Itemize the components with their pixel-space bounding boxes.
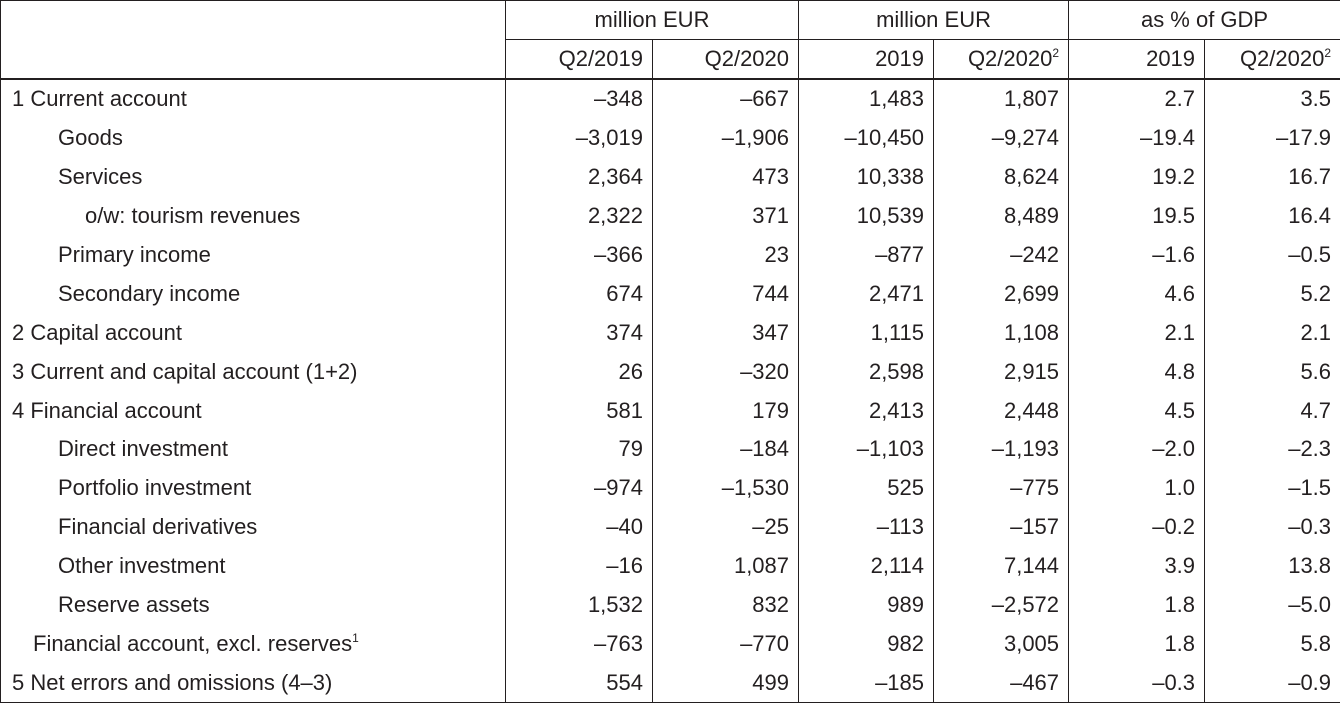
table-cell: 3.9 <box>1069 547 1205 586</box>
table-cell: 2,598 <box>799 352 934 391</box>
table-cell: 7,144 <box>934 547 1069 586</box>
table-cell: –1.6 <box>1069 236 1205 275</box>
table-cell: –0.5 <box>1205 236 1340 275</box>
group-header-million-eur-annual: million EUR <box>799 1 1069 40</box>
table-cell: 13.8 <box>1205 547 1340 586</box>
table-cell: 4.6 <box>1069 274 1205 313</box>
column-header <box>799 40 934 80</box>
table-cell: –184 <box>653 430 799 469</box>
table-cell: 1.8 <box>1069 586 1205 625</box>
table-cell: –113 <box>799 508 934 547</box>
column-header <box>506 40 653 80</box>
table-cell: 4.5 <box>1069 391 1205 430</box>
column-header <box>1069 40 1205 80</box>
table-cell: –0.3 <box>1069 663 1205 703</box>
table-row <box>1 469 1340 508</box>
table-cell: 1,532 <box>506 586 653 625</box>
table-row <box>1 313 1340 352</box>
group-header-percent-gdp: as % of GDP <box>1069 1 1340 40</box>
table-cell: 1,115 <box>799 313 934 352</box>
table-cell: –19.4 <box>1069 119 1205 158</box>
header-corner-lower <box>1 40 506 80</box>
column-header <box>653 40 799 80</box>
column-header-footnote: 2 <box>1324 46 1332 60</box>
table-cell: 3.5 <box>1205 79 1340 119</box>
table-cell: 499 <box>653 663 799 703</box>
row-label-text: 3 Current and capital account (1+2) <box>12 358 358 384</box>
column-header <box>1205 40 1340 80</box>
table-cell: –185 <box>799 663 934 703</box>
table-cell: –348 <box>506 79 653 119</box>
row-label <box>1 79 506 119</box>
row-label-text: Primary income <box>58 242 211 267</box>
table-cell: 19.5 <box>1069 197 1205 236</box>
table-cell: 5.2 <box>1205 274 1340 313</box>
table-cell: 2.1 <box>1205 313 1340 352</box>
table-cell: 16.7 <box>1205 158 1340 197</box>
table-cell: 10,539 <box>799 197 934 236</box>
table-cell: –0.3 <box>1205 508 1340 547</box>
table-cell: 581 <box>506 391 653 430</box>
row-label <box>1 197 506 236</box>
table-cell: –763 <box>506 624 653 663</box>
table-cell: –1,906 <box>653 119 799 158</box>
table-cell: –25 <box>653 508 799 547</box>
column-header-label: Q2/2020 <box>967 46 1053 71</box>
table-row <box>1 508 1340 547</box>
table-row <box>1 236 1340 275</box>
table-cell: 744 <box>653 274 799 313</box>
row-label-text: Financial account, excl. reserves <box>33 630 353 656</box>
table-cell: 4.8 <box>1069 352 1205 391</box>
table-cell: 3,005 <box>934 624 1069 663</box>
table-cell: 2,699 <box>934 274 1069 313</box>
row-label <box>1 508 506 547</box>
table-cell: 473 <box>653 158 799 197</box>
table-cell: –775 <box>934 469 1069 508</box>
table-cell: 16.4 <box>1205 197 1340 236</box>
row-label <box>1 236 506 275</box>
table-cell: –0.9 <box>1205 663 1340 703</box>
table-cell: –0.2 <box>1069 508 1205 547</box>
row-label <box>1 663 506 703</box>
row-label-text: Secondary income <box>58 280 241 306</box>
row-label-text: 1 Current account <box>12 86 187 112</box>
table-row <box>1 391 1340 430</box>
table-row <box>1 624 1340 663</box>
table-cell: 2,413 <box>799 391 934 430</box>
header-group-row <box>1 1 1340 40</box>
table-cell: 23 <box>653 236 799 275</box>
row-label-text: 4 Financial account <box>12 397 202 423</box>
table-cell: 832 <box>653 586 799 625</box>
table-cell: 2,915 <box>934 352 1069 391</box>
column-header-label: 2019 <box>875 46 925 71</box>
row-label <box>1 547 506 586</box>
row-label-text: Other investment <box>58 553 226 579</box>
column-header-label: Q2/2020 <box>704 46 790 71</box>
table-cell: 2.7 <box>1069 79 1205 119</box>
row-label <box>1 624 506 663</box>
table-cell: –1.5 <box>1205 469 1340 508</box>
table-cell: 2,322 <box>506 197 653 236</box>
table-row <box>1 119 1340 158</box>
row-label-text: Goods <box>58 125 123 151</box>
table-cell: 347 <box>653 313 799 352</box>
column-header-footnote: 2 <box>1052 46 1060 60</box>
table-cell: –974 <box>506 469 653 508</box>
table-cell: 79 <box>506 430 653 469</box>
row-label-text: 5 Net errors and omissions (4–3) <box>12 669 333 695</box>
table-cell: –157 <box>934 508 1069 547</box>
table-cell: 2,448 <box>934 391 1069 430</box>
table-cell: 1.0 <box>1069 469 1205 508</box>
table-cell: –2.0 <box>1069 430 1205 469</box>
row-label <box>1 119 506 158</box>
table-row <box>1 352 1340 391</box>
table-cell: –2.3 <box>1205 430 1340 469</box>
table-cell: 19.2 <box>1069 158 1205 197</box>
table-cell: 5.8 <box>1205 624 1340 663</box>
row-label-text: Financial derivatives <box>58 514 258 540</box>
table-cell: 554 <box>506 663 653 703</box>
table-cell: –667 <box>653 79 799 119</box>
table-row <box>1 79 1340 119</box>
row-label-text: Direct investment <box>58 436 228 462</box>
row-label <box>1 430 506 469</box>
row-label <box>1 158 506 197</box>
row-label <box>1 469 506 508</box>
table-cell: –16 <box>506 547 653 586</box>
row-label-text: Portfolio investment <box>58 475 252 501</box>
row-label <box>1 352 506 391</box>
table-cell: 2,364 <box>506 158 653 197</box>
table-row <box>1 158 1340 197</box>
table-cell: –467 <box>934 663 1069 703</box>
table-cell: 179 <box>653 391 799 430</box>
row-label-footnote: 1 <box>352 630 359 645</box>
table-cell: –320 <box>653 352 799 391</box>
column-header-label: Q2/2020 <box>1239 46 1325 71</box>
column-header <box>934 40 1069 80</box>
table-cell: –40 <box>506 508 653 547</box>
column-header-label: 2019 <box>1146 46 1196 71</box>
row-label <box>1 313 506 352</box>
table-cell: 1,483 <box>799 79 934 119</box>
table-cell: 2,114 <box>799 547 934 586</box>
table-cell: –17.9 <box>1205 119 1340 158</box>
table-cell: 525 <box>799 469 934 508</box>
table-cell: –1,103 <box>799 430 934 469</box>
table-cell: 8,624 <box>934 158 1069 197</box>
table-row <box>1 274 1340 313</box>
table-cell: 1,807 <box>934 79 1069 119</box>
table-cell: 989 <box>799 586 934 625</box>
table-cell: 1,108 <box>934 313 1069 352</box>
table-body <box>1 79 1340 703</box>
table-cell: –10,450 <box>799 119 934 158</box>
row-label-text: Services <box>58 164 143 190</box>
table-cell: 1,087 <box>653 547 799 586</box>
column-header-label: Q2/2019 <box>558 46 643 71</box>
row-label-text: Reserve assets <box>58 592 210 618</box>
table-cell: 26 <box>506 352 653 391</box>
table-cell: 5.6 <box>1205 352 1340 391</box>
table-row <box>1 197 1340 236</box>
table-row <box>1 430 1340 469</box>
row-label-text: o/w: tourism revenues <box>85 203 301 229</box>
table-cell: 371 <box>653 197 799 236</box>
table-cell: 982 <box>799 624 934 663</box>
table-cell: –9,274 <box>934 119 1069 158</box>
table-cell: 1.8 <box>1069 624 1205 663</box>
table-row <box>1 586 1340 625</box>
header-corner <box>1 1 506 40</box>
table-cell: –366 <box>506 236 653 275</box>
row-label <box>1 274 506 313</box>
table-cell: –3,019 <box>506 119 653 158</box>
table-cell: 2.1 <box>1069 313 1205 352</box>
table-cell: 374 <box>506 313 653 352</box>
table-row <box>1 547 1340 586</box>
table-cell: –1,193 <box>934 430 1069 469</box>
table-cell: 8,489 <box>934 197 1069 236</box>
table-cell: –877 <box>799 236 934 275</box>
row-label <box>1 391 506 430</box>
group-header-million-eur-quarterly: million EUR <box>506 1 799 40</box>
row-label-text: 2 Capital account <box>12 319 182 345</box>
table-cell: 674 <box>506 274 653 313</box>
table-cell: –5.0 <box>1205 586 1340 625</box>
table-cell: 4.7 <box>1205 391 1340 430</box>
table-row <box>1 663 1340 703</box>
header-column-row <box>1 40 1340 80</box>
table-cell: –770 <box>653 624 799 663</box>
table-cell: 2,471 <box>799 274 934 313</box>
table-cell: –2,572 <box>934 586 1069 625</box>
table-cell: –242 <box>934 236 1069 275</box>
row-label <box>1 586 506 625</box>
table-cell: –1,530 <box>653 469 799 508</box>
table-cell: 10,338 <box>799 158 934 197</box>
